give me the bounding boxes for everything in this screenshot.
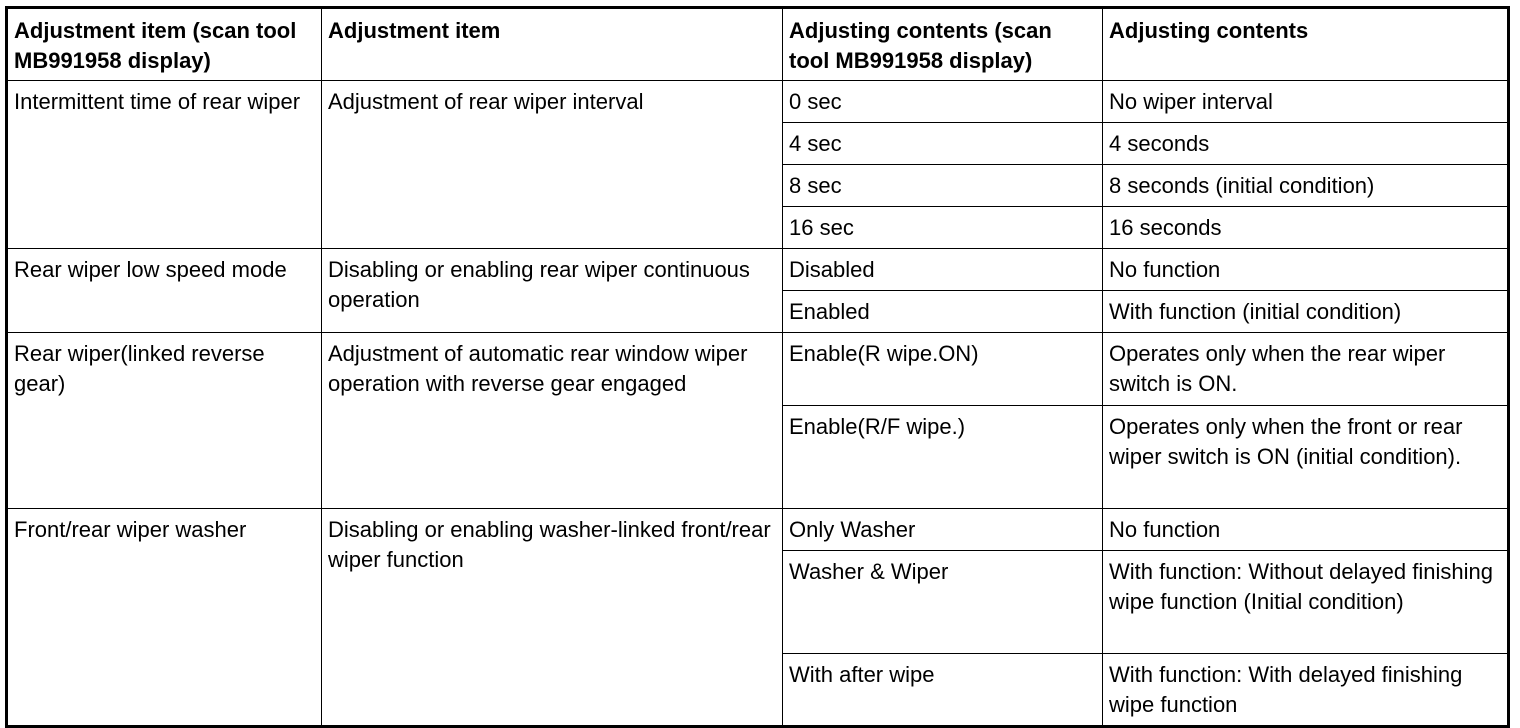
content-display-cell: 4 sec <box>783 123 1103 165</box>
content-display-cell: Disabled <box>783 249 1103 291</box>
content-cell: 16 seconds <box>1103 207 1509 249</box>
item-cell: Disabling or enabling rear wiper continuous operation <box>322 249 783 333</box>
header-item-display: Adjustment item (scan tool MB991958 display) <box>7 8 322 81</box>
header-row <box>7 8 1509 81</box>
table-row <box>7 249 1509 291</box>
item-display-cell: Rear wiper(linked reverse gear) <box>7 333 322 509</box>
header-item: Adjustment item <box>322 8 783 81</box>
content-display-cell: Enable(R/F wipe.) <box>783 406 1103 509</box>
content-cell: Operates only when the front or rear wiper switch is ON (initial condition). <box>1103 406 1509 509</box>
content-display-cell: 16 sec <box>783 207 1103 249</box>
table-row <box>7 333 1509 406</box>
content-cell: With function (initial condition) <box>1103 291 1509 333</box>
adjustment-table <box>5 6 1510 728</box>
item-cell: Disabling or enabling washer-linked front/rear wiper function <box>322 509 783 727</box>
content-cell: No function <box>1103 509 1509 551</box>
item-display-cell: Rear wiper low speed mode <box>7 249 322 333</box>
content-display-cell: Washer & Wiper <box>783 551 1103 654</box>
content-display-cell: With after wipe <box>783 654 1103 727</box>
content-display-cell: Only Washer <box>783 509 1103 551</box>
header-content-display: Adjusting contents (scan tool MB991958 display) <box>783 8 1103 81</box>
table-row <box>7 509 1509 551</box>
content-display-cell: 0 sec <box>783 81 1103 123</box>
content-display-cell: 8 sec <box>783 165 1103 207</box>
content-cell: 4 seconds <box>1103 123 1509 165</box>
content-cell: With function: Without delayed finishing wipe function (Initial condition) <box>1103 551 1509 654</box>
content-cell: 8 seconds (initial condition) <box>1103 165 1509 207</box>
content-display-cell: Enabled <box>783 291 1103 333</box>
table-row <box>7 81 1509 123</box>
item-display-cell: Intermittent time of rear wiper <box>7 81 322 249</box>
content-display-cell: Enable(R wipe.ON) <box>783 333 1103 406</box>
content-cell: No wiper interval <box>1103 81 1509 123</box>
item-display-cell: Front/rear wiper washer <box>7 509 322 727</box>
content-cell: Operates only when the rear wiper switch is ON. <box>1103 333 1509 406</box>
item-cell: Adjustment of rear wiper interval <box>322 81 783 249</box>
content-cell: With function: With delayed finishing wipe function <box>1103 654 1509 727</box>
item-cell: Adjustment of automatic rear window wiper operation with reverse gear engaged <box>322 333 783 509</box>
header-content: Adjusting contents <box>1103 8 1509 81</box>
content-cell: No function <box>1103 249 1509 291</box>
